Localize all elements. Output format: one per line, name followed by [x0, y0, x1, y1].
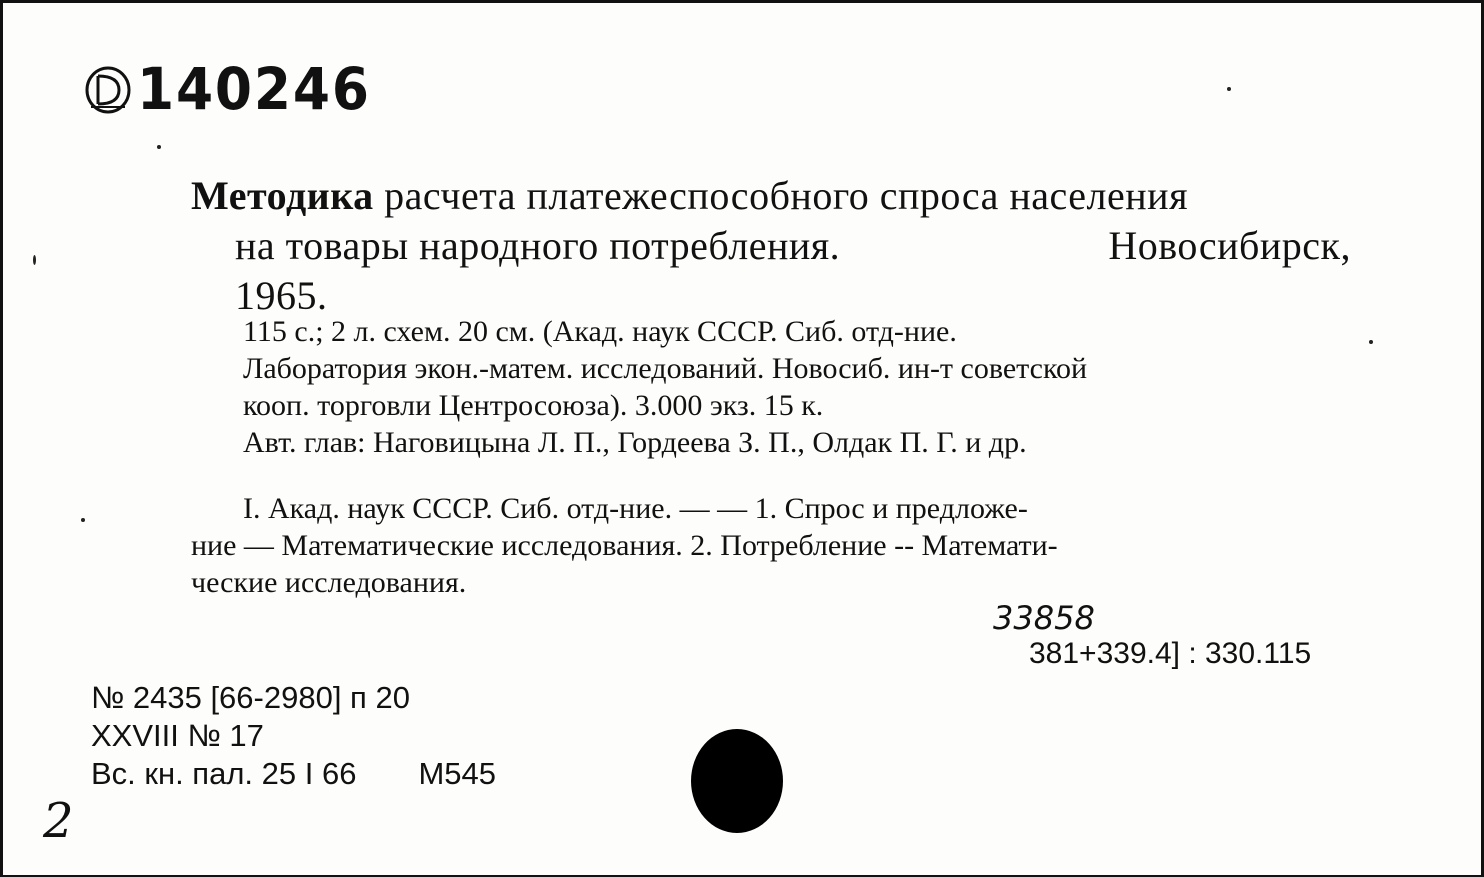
- description-line-1: 115 с.; 2 л. схем. 20 см. (Акад. наук СССР. Сиб. отд-ние.: [243, 315, 957, 348]
- d-circle-stamp-icon: [83, 63, 133, 115]
- handwritten-mark: 2: [43, 793, 74, 849]
- footer-line-3: [91, 755, 496, 793]
- classification-index: 381+339.4] : 330.115: [1029, 637, 1312, 670]
- footer-line-3-left: Вс. кн. пал. 25 I 66: [91, 756, 357, 791]
- title-line-2: [191, 221, 1371, 271]
- subjects-line-2: ние — Математические исследования. 2. Потребление -- Математи-: [191, 529, 1058, 562]
- title-line-1: [191, 171, 1371, 221]
- punch-hole: [691, 729, 783, 833]
- authors-line: Авт. глав: Наговицына Л. П., Гордеева З. П., Олдак П. Г. и др.: [243, 426, 1027, 459]
- publication-year: 1965.: [235, 273, 328, 318]
- speck: [1227, 87, 1231, 91]
- publication-place: Новосибирск,: [1108, 223, 1351, 268]
- speck: [157, 145, 161, 149]
- title-block: [191, 171, 1371, 321]
- footer-line-2: XXVIII № 17: [91, 718, 264, 753]
- title-line-2-text: на товары народного потребления.: [235, 223, 841, 268]
- title-line-1-rest: расчета платежеспособного спроса населения: [373, 173, 1188, 218]
- subjects-line-1: I. Акад. наук СССР. Сиб. отд-ние. — — 1. Спрос и предложе-: [243, 492, 1028, 525]
- speck: [33, 255, 36, 265]
- card-number-text: 140246: [137, 55, 371, 123]
- footer-line-3-right: M545: [418, 756, 496, 791]
- physical-description: [243, 313, 1363, 461]
- speck: [81, 518, 85, 522]
- speck: [1369, 340, 1373, 344]
- footer-line-1: № 2435 [66-2980] п 20: [91, 680, 410, 715]
- handwritten-code: 33858: [993, 599, 1095, 637]
- title-lead-word: Методика: [191, 173, 374, 218]
- card-footer: [91, 679, 496, 793]
- description-line-3: кооп. торговли Центросоюза). 3.000 экз. 15 к.: [243, 389, 824, 422]
- card-number: [83, 55, 391, 123]
- subjects-line-3: ческие исследования.: [191, 566, 467, 599]
- subject-headings: [191, 490, 1366, 601]
- description-line-2: Лаборатория экон.-матем. исследований. Новосиб. ин-т советской: [243, 352, 1088, 385]
